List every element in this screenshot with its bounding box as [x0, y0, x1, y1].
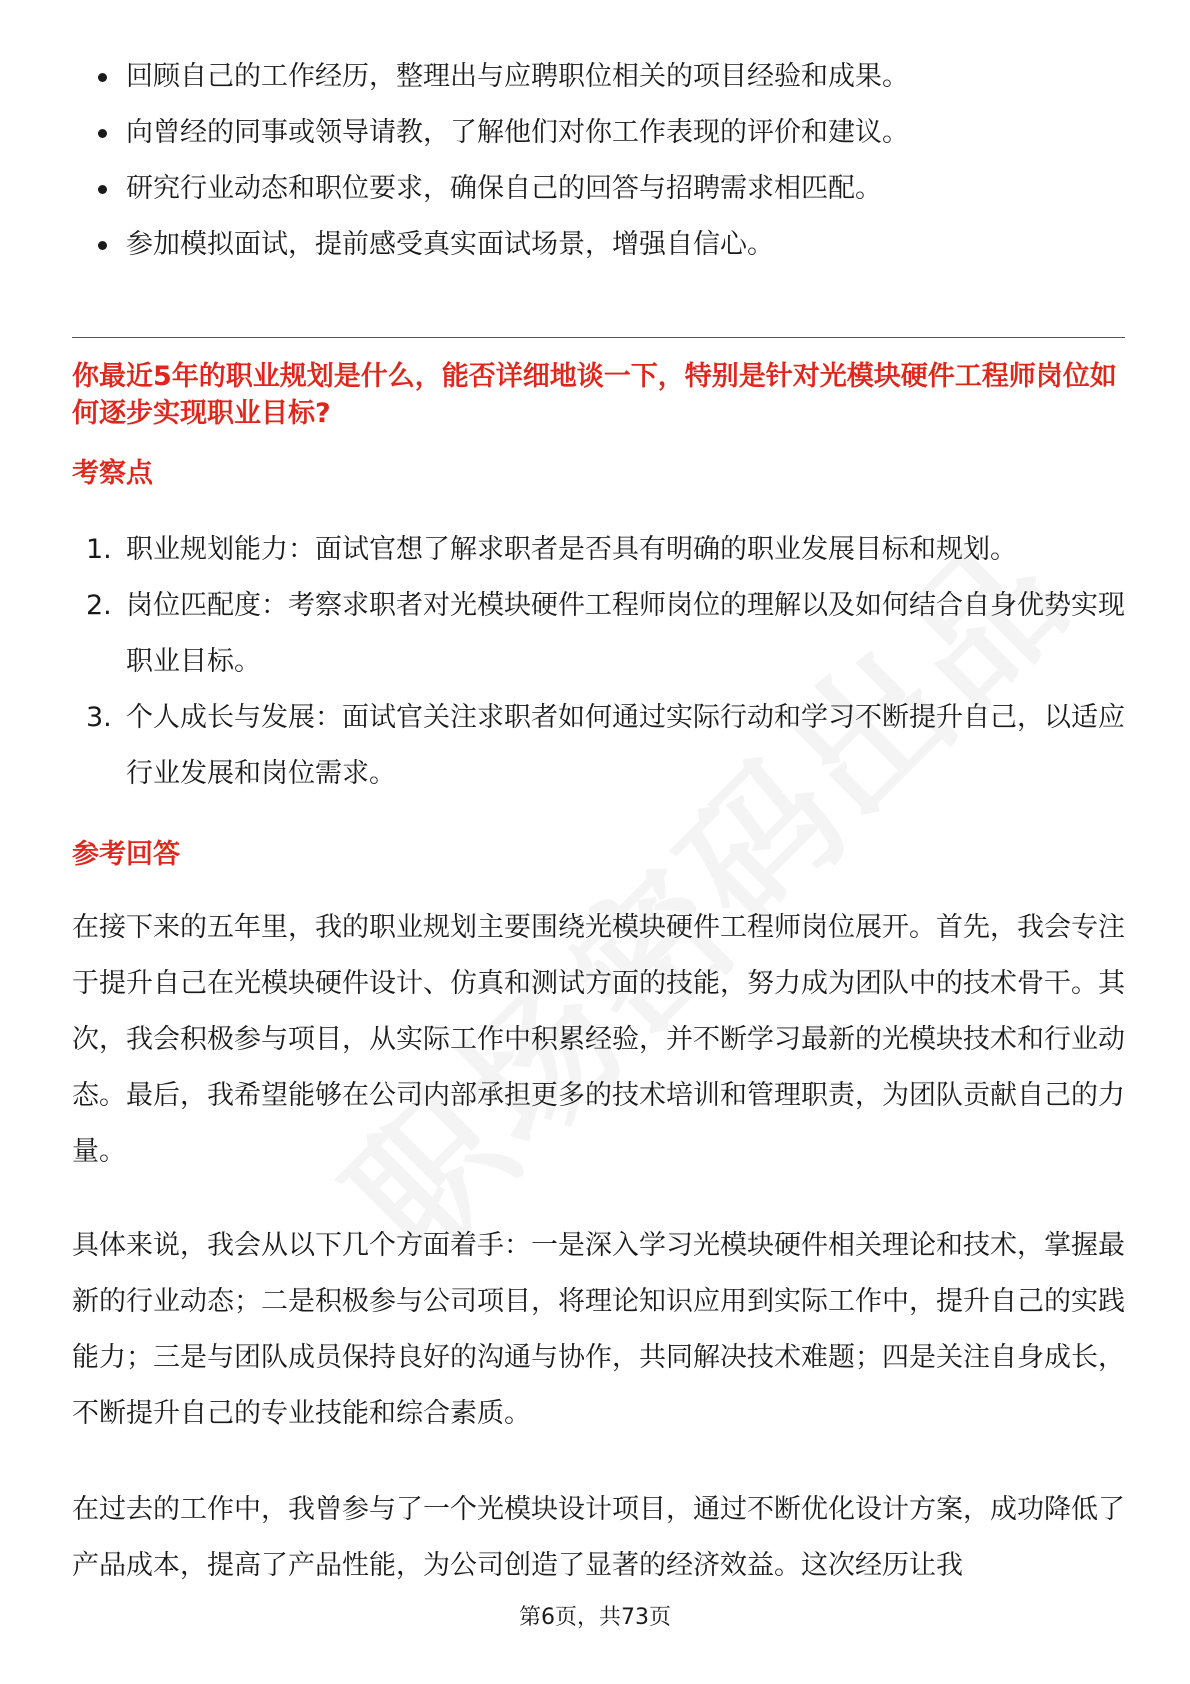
bullet-text: 回顾自己的工作经历，整理出与应聘职位相关的项目经验和成果。 — [126, 61, 909, 92]
prep-bullet-list — [72, 58, 1132, 282]
list-item — [72, 170, 1132, 207]
points-list — [72, 522, 1132, 802]
list-item — [72, 522, 1132, 578]
bullet-dot-icon — [98, 73, 107, 82]
list-item — [72, 114, 1132, 151]
points-heading: 考察点 — [72, 458, 153, 489]
bullet-text: 参加模拟面试，提前感受真实面试场景，增强自信心。 — [126, 229, 774, 260]
answer-paragraph: 在接下来的五年里，我的职业规划主要围绕光模块硬件工程师岗位展开。首先，我会专注于提升自己在光模块硬件设计、仿真和测试方面的技能，努力成为团队中的技术骨干。其次，我会积极参与项目，从实际工作中积累经验，并不断学习最新的光模块技术和行业动态。最后，我希望能够在公司内部承担更多的技术培训和管理职责，为团队贡献自己的力量。 — [72, 912, 1125, 1167]
item-number: 2. — [86, 590, 112, 621]
bullet-dot-icon — [98, 129, 107, 138]
section-divider — [72, 337, 1125, 338]
list-item — [72, 578, 1132, 690]
answer-paragraph: 在过去的工作中，我曾参与了一个光模块设计项目，通过不断优化设计方案，成功降低了产品成本，提高了产品性能，为公司创造了显著的经济效益。这次经历让我 — [72, 1494, 1125, 1581]
answer-heading: 参考回答 — [72, 839, 180, 870]
answer-paragraph: 具体来说，我会从以下几个方面着手：一是深入学习光模块硬件相关理论和技术，掌握最新的行业动态；二是积极参与公司项目，将理论知识应用到实际工作中，提升自己的实践能力；三是与团队成员保持良好的沟通与协作，共同解决技术难题；四是关注自身成长，不断提升自己的专业技能和综合素质。 — [72, 1230, 1125, 1429]
list-item — [72, 226, 1132, 263]
item-number: 3. — [86, 702, 112, 733]
bullet-text: 研究行业动态和职位要求，确保自己的回答与招聘需求相匹配。 — [126, 173, 882, 204]
bullet-dot-icon — [98, 185, 107, 194]
item-text: 个人成长与发展：面试官关注求职者如何通过实际行动和学习不断提升自己，以适应行业发展和岗位需求。 — [126, 702, 1125, 789]
bullet-dot-icon — [98, 241, 107, 250]
question-heading: 你最近5年的职业规划是什么，能否详细地谈一下，特别是针对光模块硬件工程师岗位如何逐步实现职业目标? — [72, 361, 1117, 429]
list-item — [72, 690, 1132, 802]
list-item — [72, 58, 1132, 95]
page-footer: 第6页，共73页 — [519, 1605, 671, 1630]
item-number: 1. — [86, 534, 112, 565]
item-text: 岗位匹配度：考察求职者对光模块硬件工程师岗位的理解以及如何结合自身优势实现职业目标。 — [126, 590, 1125, 677]
item-text: 职业规划能力：面试官想了解求职者是否具有明确的职业发展目标和规划。 — [126, 534, 1017, 565]
bullet-text: 向曾经的同事或领导请教，了解他们对你工作表现的评价和建议。 — [126, 117, 909, 148]
